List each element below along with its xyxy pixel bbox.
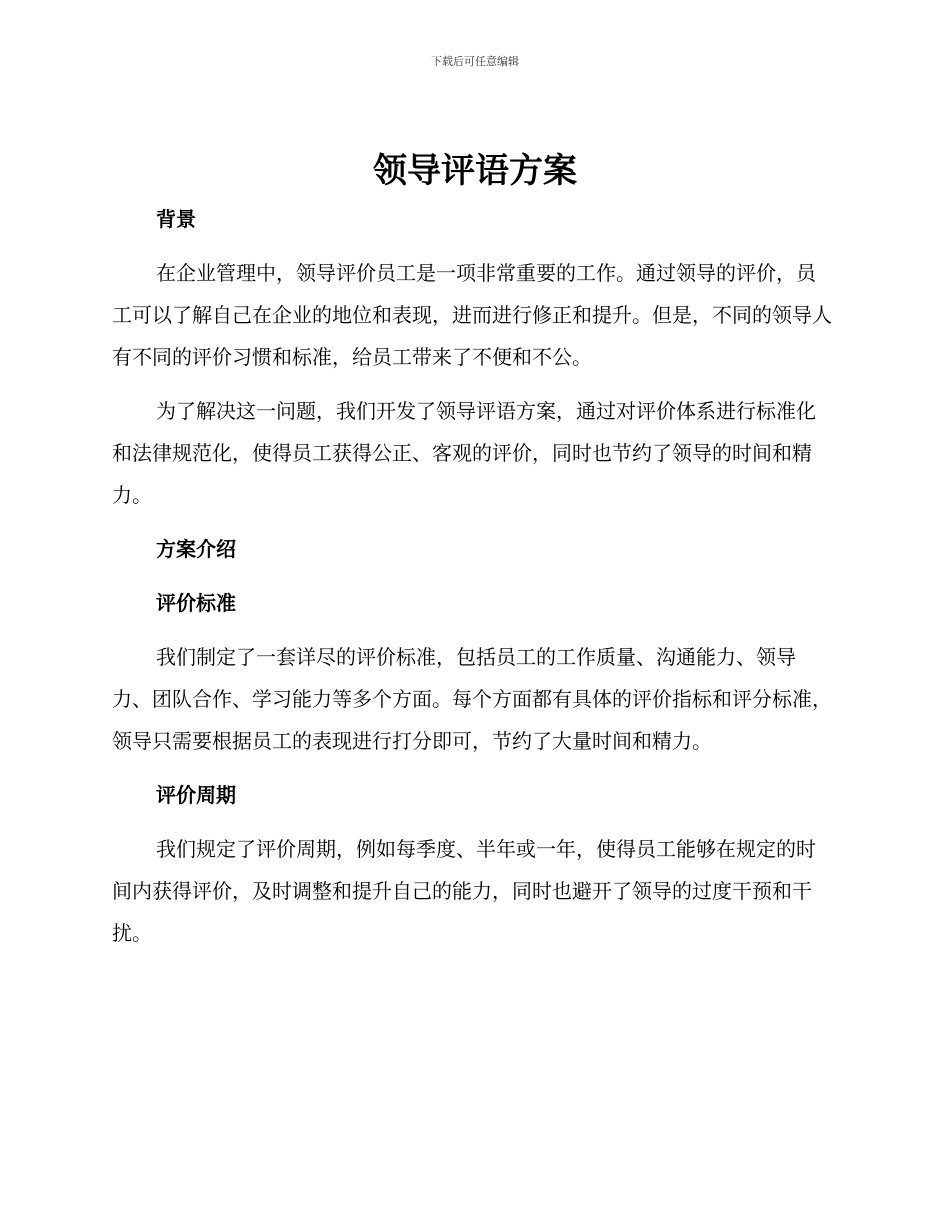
paragraph-criteria-1: 我们制定了一套详尽的评价标准，包括员工的工作质量、沟通能力、领导力、团队合作、学习能力等多个方面。每个方面都有具体的评价指标和评分标准，领导只需要根据员工的表现进行打分即可，节约了大量时间和精力。 [112,645,832,753]
section-heading-cycle: 评价周期 [156,783,236,807]
section-heading-criteria: 评价标准 [156,591,236,615]
paragraph-background-1: 在企业管理中，领导评价员工是一项非常重要的工作。通过领导的评价，员工可以了解自己在企业的地位和表现，进而进行修正和提升。但是，不同的领导人有不同的评价习惯和标准，给员工带来了不便和不公。 [112,261,832,369]
paragraph-cycle-1: 我们规定了评价周期，例如每季度、半年或一年，使得员工能够在规定的时间内获得评价，及时调整和提升自己的能力，同时也避开了领导的过度干预和干扰。 [112,837,816,945]
document-title: 领导评语方案 [373,151,577,191]
document-body [112,198,832,966]
page-header-note: 下载后可任意编辑 [431,55,519,68]
paragraph-background-2: 为了解决这一问题，我们开发了领导评语方案，通过对评价体系进行标准化和法律规范化，使得员工获得公正、客观的评价，同时也节约了领导的时间和精力。 [112,399,816,507]
section-heading-plan: 方案介绍 [156,537,236,561]
section-heading-background: 背景 [156,207,196,231]
